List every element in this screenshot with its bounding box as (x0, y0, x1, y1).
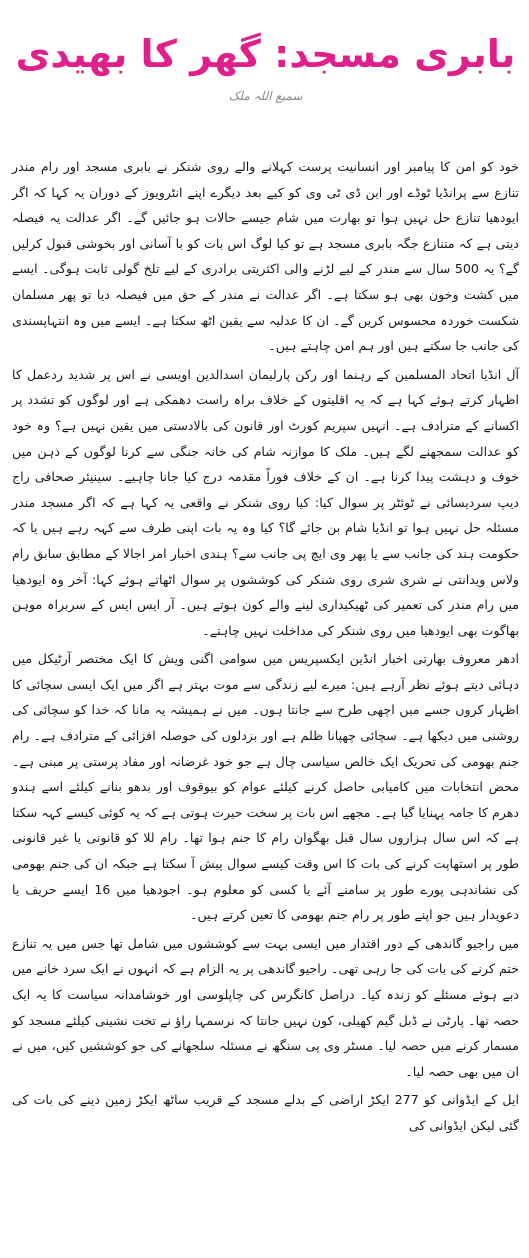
article-title: بابری مسجد: گھر کا بھیدی (15, 32, 516, 76)
article-body (12, 154, 519, 1139)
paragraph-5: ایل کے ایڈوانی کو 277 ایکڑ اراضی کے بدلے مسجد کے قریب ساٹھ ایکڑ زمین دینے کی بات کی گئی لیکن ایڈوانی کی (12, 1092, 519, 1133)
paragraph-3: ادھر معروف بھارتی اخبار انڈین ایکسپریس میں سوامی اگنی ویش کا ایک مختصر آرٹیکل میں دہائی دیتے ہوئے نظر آرہے ہیں: میرے لیے زندگی سے موت بہتر ہے اگر میں ایک ایسی سچائی کا اظہار کروں جسے میں اچھی طرح سے جانتا ہوں۔ میں نے ہمیشہ یہ مانا کہ خدا کو سچائی کی روشنی میں دیکھا ہے۔ سچائی چھپانا ظلم ہے اور بزدلوں کی حوصلہ افزائی کے مترادف ہے۔ رام جنم بھومی کی تحریک ایک خالص سیاسی چال ہے جو خود غرضانہ اور مفاد پرستی پر مبنی ہے۔ محض انتخابات میں کامیابی حاصل کرنے کیلئے عوام کو بیوقوف اور بدھو بنانے کیلئے اسے ہندو دھرم کا جامہ پہنایا گیا ہے۔ مجھے اس بات پر سخت حیرت ہوتی ہے کہ یہ کوئی کیسے کہہ سکتا ہے کہ اس سال ہزاروں سال قبل بھگوان رام کا جنم ہوا تھا۔ رام للا کو قانونی یا غیر قانونی طور پر استھاپت کرنے کی بات کا اس وقت کیسے سوال پیش آ سکتا ہے جبکہ ان کی جنم بھومی کی نشاندہی پورے طور پر سامنے آئے یا کسی کو معلوم ہو۔ اجودھیا میں 16 ایسے حریف یا دعویدار ہیں جو اپنے طور پر رام جنم بھومی کا تعین کرتے ہیں۔ (12, 651, 519, 923)
paragraph-4: میں راجیو گاندھی کے دور اقتدار میں ایسی بہت سے کوششوں میں شامل تھا جس میں یہ تنازع ختم کرنے کی بات کی جا رہی تھی۔ راجیو گاندھی پر یہ الزام ہے کہ انہوں نے ایک سرد خانے میں دبے ہوئے مسئلے کو زندہ کیا۔ دراصل کانگرس کی چاپلوسی اور خوشامدانہ سیاست کا یہ ایک حصہ تھا۔ پارٹی نے ڈبل گیم کھیلی، کون نہیں جانتا کہ نرسمہا راؤ نے تخت نشینی کیلئے مسجد کو مسمار کرنے میں حصہ لیا۔ مسٹر وی پی سنگھ نے مسئلہ سلجھانے کی جو کوششیں کیں، میں نے ان میں بھی حصہ لیا۔ (12, 935, 519, 1079)
paragraph-2: آل انڈیا اتحاد المسلمین کے رہنما اور رکن پارلیمان اسدالدین اویسی نے اس پر شدید ردعمل کا اظہار کرتے ہوئے کہا ہے کہ یہ اقلیتوں کے خلاف براہ راست دھمکی ہے اور لوگوں کو تشدد پر اکسانے کے مترادف ہے۔ انہیں سپریم کورٹ اور قانون کی بالادستی میں یقین نہیں ہے؟ وہ خود کو عدالت سمجھنے لگے ہیں۔ ملک کا موازنہ شام کی خانہ جنگی سے کرنا لوگوں کے ذہن میں خوف و دہشت پیدا کرنا ہے۔ ان کے خلاف فوراً مقدمہ درج کیا جانا چاہیے۔ سینیئر صحافی راج دیپ سردیسائی نے ٹوئٹر پر سوال کیا: کیا روی شنکر نے واقعی یہ کہا ہے کہ اگر مسجد مندر مسئلہ حل نہیں ہوا تو انڈیا شام بن جائے گا؟ کیا وہ یہ بات اپنی طرف سے کہہ رہے ہیں یا کہ حکومت ہند کی جانب سے یا پھر وی ایچ پی جانب سے؟ ہندی اخبار امر اجالا کے مطابق سابق رام ولاس ویدانتی نے شری شری روی شنکر کی کوششوں پر سوال اٹھاتے ہوئے کہا: آخر وہ ایودھیا میں رام مندر کی تعمیر کی ٹھیکیداری لینے والے کون ہوتے ہیں۔ آر ایس ایس کے سربراہ موہن بھاگوت بھی ایودھیا میں روی شنکر کی مداخلت نہیں چاہتے۔ (12, 366, 519, 638)
author-byline: سمیع اللہ ملک (228, 89, 303, 103)
paragraph-1: خود کو امن کا پیامبر اور انسانیت پرست کہلانے والے روی شنکر نے بابری مسجد اور رام مندر تنازع سے پرانڈیا ٹوڈے اور این ڈی ٹی وی کو کیے بعد دیگرے اپنے انٹرویوز کے دوران یہ کہا کہ اگر ایودھیا تنازع حل نہیں ہوا تو بھارت میں شام جیسے حالات ہو جائیں گے۔ اگر عدالت یہ فیصلہ دیتی ہے کہ متنازع جگہ بابری مسجد ہے تو کیا لوگ اس بات کو با آسانی اور بخوشی قبول کرلیں گے؟ یہ 500 سال سے مندر کے لیے لڑنے والی اکثریتی برادری کے لیے تلخ گولی ثابت ہوگی۔ ایسے میں کشت وخون بھی ہو سکتا ہے۔ اگر عدالت نے مندر کے حق میں فیصلہ دیا تو پھر مسلمان شکست خوردہ محسوس کریں گے۔ ان کا عدلیہ سے یقین اٹھ سکتا ہے۔ ایسے میں وہ انتہاپسندی کی جانب جا سکتے ہیں اور ہم امن چاہتے ہیں۔ (12, 159, 519, 354)
